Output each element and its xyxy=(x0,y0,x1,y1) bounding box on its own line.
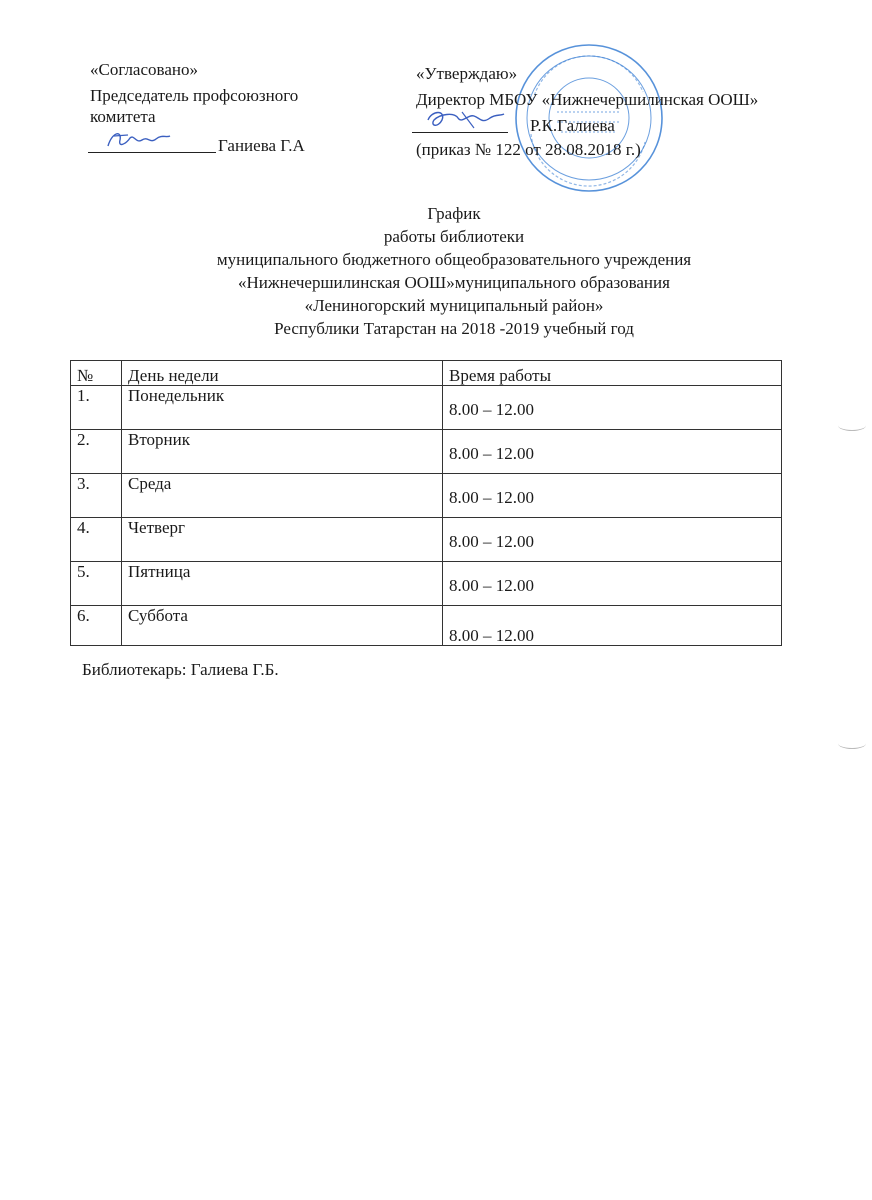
row-day: Четверг xyxy=(122,518,443,562)
row-day: Суббота xyxy=(122,606,443,646)
row-day: Вторник xyxy=(122,430,443,474)
title-line-4: «Нижнечершилинская ООШ»муниципального образования xyxy=(238,273,670,292)
row-number: 4. xyxy=(71,518,122,562)
row-number: 6. xyxy=(71,606,122,646)
table-row xyxy=(71,474,782,518)
table-row xyxy=(71,518,782,562)
table-row xyxy=(71,386,782,430)
right-signature-mark xyxy=(424,106,508,132)
table-header-row xyxy=(71,361,782,386)
title-line-1: График xyxy=(427,204,481,223)
row-number: 1. xyxy=(71,386,122,430)
title-line-2: работы библиотеки xyxy=(383,227,525,246)
header-number: № xyxy=(71,361,122,386)
scan-edge-mark xyxy=(838,420,866,431)
header-time: Время работы xyxy=(443,361,782,386)
row-time: 8.00 – 12.00 xyxy=(443,386,782,430)
row-number: 2. xyxy=(71,430,122,474)
row-time: 8.00 – 12.00 xyxy=(443,562,782,606)
director-position: Директор МБОУ «Нижнечершилинская ООШ» xyxy=(416,90,759,109)
title-line-3: муниципального бюджетного общеобразовательного учреждения xyxy=(216,250,692,269)
left-signature-mark xyxy=(104,128,174,152)
title-line-5: «Лениногорский муниципальный район» xyxy=(304,296,604,315)
union-chair-position: Председатель профсоюзного xyxy=(90,86,299,105)
header-day: День недели xyxy=(122,361,443,386)
scan-edge-mark xyxy=(838,738,866,749)
row-time: 8.00 – 12.00 xyxy=(443,518,782,562)
row-number: 3. xyxy=(71,474,122,518)
row-day: Понедельник xyxy=(122,386,443,430)
table-row xyxy=(71,430,782,474)
row-day: Пятница xyxy=(122,562,443,606)
left-signatory-name: Ганиева Г.А xyxy=(218,136,305,155)
row-time: 8.00 – 12.00 xyxy=(443,606,782,646)
table-row xyxy=(71,562,782,606)
schedule-table xyxy=(70,360,782,646)
agreed-heading: «Согласовано» xyxy=(90,60,198,79)
document-title xyxy=(0,202,872,340)
right-signatory-name: Р.К.Галиева xyxy=(530,116,615,135)
row-day: Среда xyxy=(122,474,443,518)
approved-heading: «Утверждаю» xyxy=(416,64,518,83)
row-number: 5. xyxy=(71,562,122,606)
row-time: 8.00 – 12.00 xyxy=(443,430,782,474)
table-row xyxy=(71,606,782,646)
librarian-signature-line: Библиотекарь: Галиева Г.Б. xyxy=(82,660,279,679)
title-line-6: Республики Татарстан на 2018 -2019 учебный год xyxy=(274,319,634,338)
row-time: 8.00 – 12.00 xyxy=(443,474,782,518)
order-reference: (приказ № 122 от 28.08.2018 г.) xyxy=(416,140,641,159)
union-committee-label: комитета xyxy=(90,107,156,126)
